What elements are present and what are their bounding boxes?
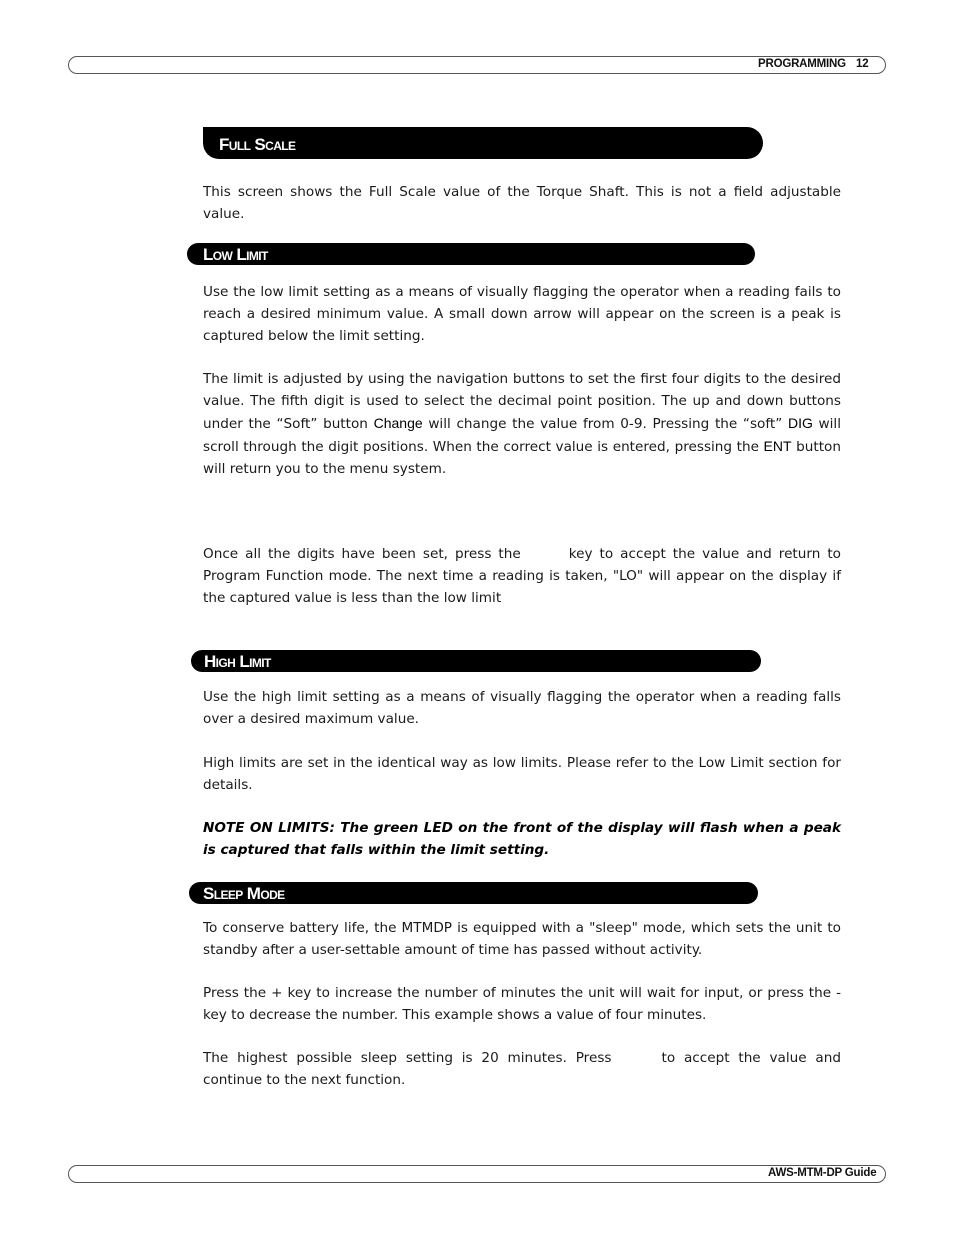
paragraph-text: The highest possible sleep setting is 20 minutes. Press [203,1050,612,1066]
paragraph-text: key to accept the value and return to Program Function mode. The next time a reading is taken, "LO" will appear on the display if the captured value is less than the low limit [203,546,841,606]
limits-note: NOTE ON LIMITS: The green LED on the front of the display will flash when a peak is captured that falls within the limit setting. [203,820,841,858]
section-heading-sleep-mode [189,882,758,904]
footer-guide-name: AWS-MTM-DP Guide [768,1167,877,1179]
dig-key-label: DIG [787,415,813,431]
paragraph-text: will scroll through the digit positions. When the correct value is entered, pressing the [203,416,841,455]
section-heading-low-limit [187,243,755,265]
low-limit-paragraph-3 [203,543,841,609]
sleep-mode-paragraph-3 [203,1047,841,1091]
sleep-mode-paragraph-1: To conserve battery life, the MTMDP is equipped with a "sleep" mode, which sets the unit to standby after a user-settable amount of time has passed without activity. [203,920,841,958]
footer-rule [68,1165,886,1183]
paragraph-text: Once all the digits have been set, press the [203,546,521,562]
section-heading-label: Sleep Mode [203,884,285,903]
full-scale-paragraph: This screen shows the Full Scale value of the Torque Shaft. This is not a field adjustable value. [203,184,841,222]
low-limit-paragraph-2 [203,368,841,480]
paragraph-text: button will return you to the menu system. [203,439,841,477]
section-heading-label: Low Limit [203,245,268,264]
change-key-label: Change [373,415,423,431]
paragraph-text: The limit is adjusted by using the navigation buttons to set the first four digits to the desired value. The fifth digit is used to select the decimal point position. The up and down buttons under the “Soft” button [203,371,841,432]
section-heading-label: Full Scale [219,135,296,154]
section-heading-label: High Limit [204,652,271,671]
header-page-number: 12 [856,58,869,70]
high-limit-paragraph-1: Use the high limit setting as a means of visually flagging the operator when a reading falls over a desired maximum value. [203,689,841,727]
ent-key-label: ENT [763,438,792,454]
high-limit-paragraph-2: High limits are set in the identical way as low limits. Please refer to the Low Limit section for details. [203,755,841,793]
sleep-mode-paragraph-2: Press the + key to increase the number of minutes the unit will wait for input, or press the - key to decrease the number. This example shows a value of four minutes. [203,985,841,1023]
section-heading-high-limit [191,650,761,672]
section-heading-full-scale [203,127,763,159]
low-limit-paragraph-1: Use the low limit setting as a means of visually flagging the operator when a reading fails to reach a desired minimum value. A small down arrow will appear on the screen is a peak is captured below the limit setting. [203,284,841,344]
paragraph-text: to accept the value and continue to the next function. [203,1050,841,1088]
paragraph-text: will change the value from 0-9. Pressing the “soft” [422,416,788,432]
header-section-label: PROGRAMMING [758,58,846,70]
